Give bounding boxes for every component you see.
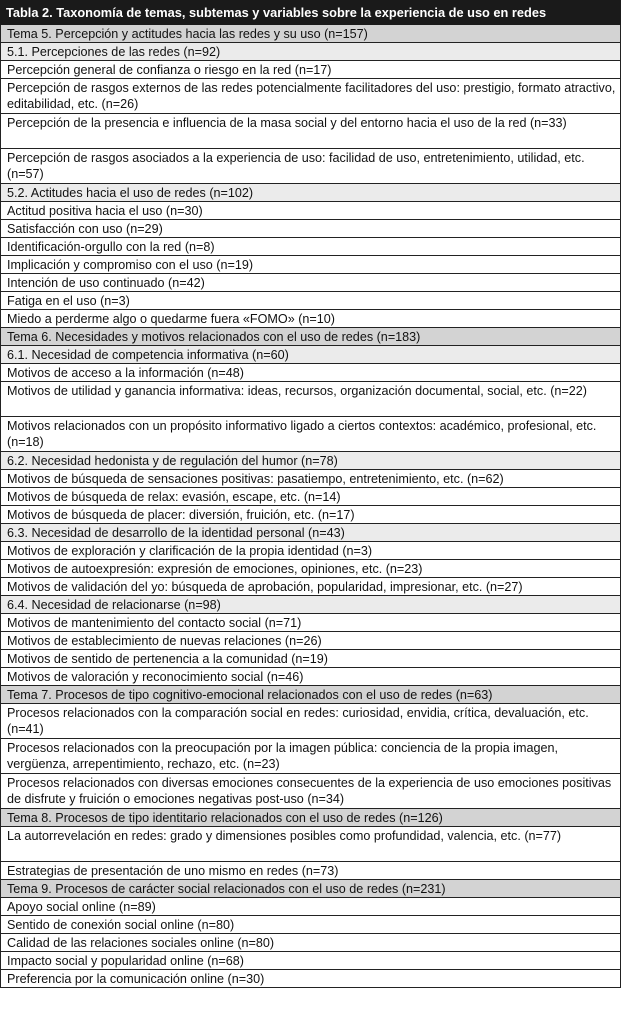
table-title: Tabla 2. Taxonomía de temas, subtemas y variables sobre la experiencia de uso en redes <box>0 0 621 25</box>
variable-row: Miedo a perderme algo o quedarme fuera «FOMO» (n=10) <box>1 310 620 328</box>
variable-row: Motivos relacionados con un propósito informativo ligado a ciertos contextos: académico, profesional, etc. (n=18) <box>1 417 620 452</box>
variable-row: Motivos de autoexpresión: expresión de emociones, opiniones, etc. (n=23) <box>1 560 620 578</box>
variable-row: Percepción de rasgos asociados a la experiencia de uso: facilidad de uso, entretenimiento, utilidad, etc. (n=57) <box>1 149 620 184</box>
variable-row: Actitud positiva hacia el uso (n=30) <box>1 202 620 220</box>
variable-row: Calidad de las relaciones sociales online (n=80) <box>1 934 620 952</box>
variable-row: Identificación-orgullo con la red (n=8) <box>1 238 620 256</box>
variable-row: Sentido de conexión social online (n=80) <box>1 916 620 934</box>
variable-row: Implicación y compromiso con el uso (n=19) <box>1 256 620 274</box>
theme-row: Tema 9. Procesos de carácter social relacionados con el uso de redes (n=231) <box>1 880 620 898</box>
variable-row: Procesos relacionados con la comparación social en redes: curiosidad, envidia, crítica, devaluación, etc. (n=41) <box>1 704 620 739</box>
variable-row: Apoyo social online (n=89) <box>1 898 620 916</box>
variable-row: Intención de uso continuado (n=42) <box>1 274 620 292</box>
variable-row: La autorrevelación en redes: grado y dimensiones posibles como profundidad, valencia, etc. (n=77) <box>1 827 620 862</box>
variable-row: Motivos de valoración y reconocimiento social (n=46) <box>1 668 620 686</box>
variable-row: Percepción de rasgos externos de las redes potencialmente facilitadores del uso: prestigio, formato atractivo, editabilidad, etc. (n=26) <box>1 79 620 114</box>
variable-row: Motivos de validación del yo: búsqueda de aprobación, popularidad, impresionar, etc. (n=27) <box>1 578 620 596</box>
variable-row: Percepción general de confianza o riesgo en la red (n=17) <box>1 61 620 79</box>
variable-row: Motivos de sentido de pertenencia a la comunidad (n=19) <box>1 650 620 668</box>
variable-row: Percepción de la presencia e influencia de la masa social y del entorno hacia el uso de la red (n=33) <box>1 114 620 149</box>
variable-row: Procesos relacionados con la preocupación por la imagen pública: conciencia de la propia imagen, vergüenza, arrepentimiento, rechazo, etc. (n=23) <box>1 739 620 774</box>
theme-row: Tema 5. Percepción y actitudes hacia las redes y su uso (n=157) <box>1 25 620 43</box>
theme-row: Tema 8. Procesos de tipo identitario relacionados con el uso de redes (n=126) <box>1 809 620 827</box>
subtheme-row: 6.3. Necesidad de desarrollo de la identidad personal (n=43) <box>1 524 620 542</box>
variable-row: Motivos de búsqueda de placer: diversión, fruición, etc. (n=17) <box>1 506 620 524</box>
table-body <box>0 25 621 988</box>
variable-row: Procesos relacionados con diversas emociones consecuentes de la experiencia de uso emociones positivas de disfrute y fruición o emociones negativas post-uso (n=34) <box>1 774 620 809</box>
subtheme-row: 6.4. Necesidad de relacionarse (n=98) <box>1 596 620 614</box>
subtheme-row: 6.1. Necesidad de competencia informativa (n=60) <box>1 346 620 364</box>
variable-row: Motivos de exploración y clarificación de la propia identidad (n=3) <box>1 542 620 560</box>
subtheme-row: 6.2. Necesidad hedonista y de regulación del humor (n=78) <box>1 452 620 470</box>
theme-row: Tema 6. Necesidades y motivos relacionados con el uso de redes (n=183) <box>1 328 620 346</box>
variable-row: Preferencia por la comunicación online (n=30) <box>1 970 620 988</box>
variable-row: Motivos de búsqueda de relax: evasión, escape, etc. (n=14) <box>1 488 620 506</box>
subtheme-row: 5.1. Percepciones de las redes (n=92) <box>1 43 620 61</box>
subtheme-row: 5.2. Actitudes hacia el uso de redes (n=102) <box>1 184 620 202</box>
variable-row: Motivos de mantenimiento del contacto social (n=71) <box>1 614 620 632</box>
variable-row: Fatiga en el uso (n=3) <box>1 292 620 310</box>
variable-row: Satisfacción con uso (n=29) <box>1 220 620 238</box>
variable-row: Motivos de acceso a la información (n=48) <box>1 364 620 382</box>
variable-row: Motivos de búsqueda de sensaciones positivas: pasatiempo, entretenimiento, etc. (n=62) <box>1 470 620 488</box>
variable-row: Motivos de establecimiento de nuevas relaciones (n=26) <box>1 632 620 650</box>
variable-row: Impacto social y popularidad online (n=68) <box>1 952 620 970</box>
variable-row: Estrategias de presentación de uno mismo en redes (n=73) <box>1 862 620 880</box>
theme-row: Tema 7. Procesos de tipo cognitivo-emocional relacionados con el uso de redes (n=63) <box>1 686 620 704</box>
variable-row: Motivos de utilidad y ganancia informativa: ideas, recursos, organización documental, social, etc. (n=22) <box>1 382 620 417</box>
